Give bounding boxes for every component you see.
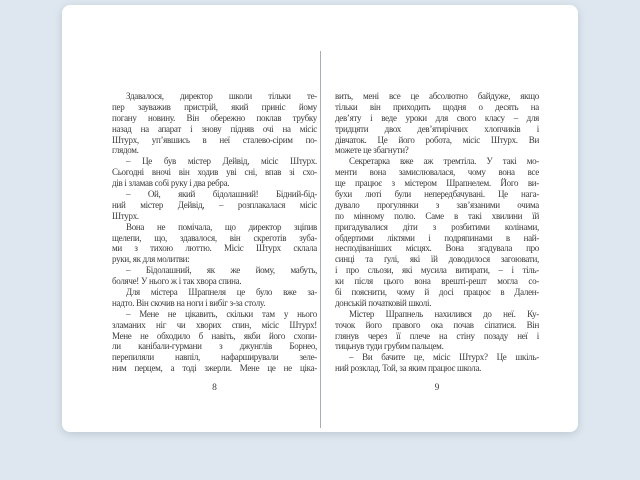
text-line: можете це збагнути?: [335, 145, 409, 156]
text-line: щелепи, що, здавалося, він скреготів зуба-: [112, 232, 317, 243]
text-line: боляче! У нього ж і так хвора спина.: [112, 276, 242, 287]
text-line: Вона не помічала, що директор зціпив: [126, 221, 317, 232]
text-line: ки після цього вона врешті-решт могла со-: [335, 276, 539, 287]
text-line: дев’яту і веде уроки для свого класу – для: [335, 112, 539, 123]
text-line: перепиляли навпіл, нафарширували зеле-: [112, 352, 317, 363]
text-line: Штурх, уп’явшись в неї сталево-сірим по-: [112, 134, 317, 145]
text-line: бі пояснити, чому й досі працює в Дален-: [335, 287, 539, 298]
text-line: менти вона замислювалася, чому вона все: [335, 167, 539, 178]
text-line: обдертими ліктями і подряпинами в най-: [335, 232, 539, 243]
left-page-text: [112, 91, 317, 374]
text-line: синці та ґулі, які їй доводилося загоювати,: [335, 254, 539, 265]
text-line: погану новину. Він обережно поклав трубку: [112, 112, 317, 123]
text-line: – Це був містер Дейвід, місіс Штурх.: [126, 156, 317, 167]
text-line: точок його правого ока почав сіпатися. Він: [335, 319, 539, 330]
text-line: вить, мені все це абсолютно байдуже, якщо: [335, 91, 539, 101]
text-line: Мене не обходило б навіть, якби його схопи-: [112, 330, 317, 341]
text-line: несподіваніших місцях. Вона згадувала про: [335, 243, 539, 254]
text-line: – Мене не цікавить, скільки там у нього: [126, 308, 317, 319]
text-line: пригадувалися діти з розбитими колінами,: [335, 221, 539, 232]
text-line: ли канібали-гурмани з джунглів Борнео,: [112, 341, 317, 352]
text-line: пер зауважив пристрій, який приніс йому: [112, 101, 317, 112]
text-line: Містер Шрапнель нахилився до неї. Ку-: [349, 308, 539, 319]
text-line: – Ви бачите це, місіс Штурх? Це шкіль-: [349, 352, 539, 363]
text-line: – Бідолашний, як же йому, мабуть,: [126, 265, 317, 276]
right-page-number: 9: [434, 383, 440, 393]
text-line: глянув через її плече на стіну позаду неї і: [335, 330, 539, 341]
text-line: Для містера Шрапнеля це було вже за-: [126, 287, 317, 298]
text-line: Секретарка вже аж тремтіла. У такі мо-: [349, 156, 539, 167]
right-page-text: [335, 91, 539, 374]
book-spread: [62, 5, 578, 432]
text-line: надто. Він скочив на ноги і вибіг з-за столу.: [112, 297, 266, 308]
text-line: – Ой, який бідолашний! Бідний-бід-: [126, 189, 317, 200]
text-line: зламаних ніг чи хворих спин, місіс Штурх!: [112, 319, 317, 330]
text-line: по мінному полю. Саме в такі хвилини їй: [335, 210, 539, 221]
text-line: ще працює з містером Шрапнелем. Його ви-: [335, 178, 539, 189]
text-line: і про сльози, які мусила витирати, – і тіль-: [335, 265, 539, 276]
text-line: руки, як для молитви:: [112, 254, 190, 265]
text-line: тицьнув туди грубим пальцем.: [335, 341, 444, 352]
left-page-number: 8: [212, 383, 217, 393]
text-line: глядом.: [112, 145, 139, 156]
text-line: тридцяти двох дев’ятирічних хлопчиків і: [335, 123, 539, 134]
text-line: бухи люті були непередбачувані. Це нага-: [335, 189, 539, 200]
text-line: тільки він приходить щодня о десять на: [335, 101, 539, 112]
text-line: ми з тихою люттю. Місіс Штурх склала: [112, 243, 317, 254]
page-fold-divider: [320, 51, 321, 428]
text-line: дувало прогулянки з зав’язаними очима: [335, 199, 539, 210]
text-line: ним перцем, а тоді зжерли. Мене це не ціка-: [112, 363, 317, 374]
text-line: дівчаток. Це його робота, місіс Штурх. Ви: [335, 134, 539, 145]
text-line: дів і зламав собі руку і два ребра.: [112, 178, 230, 189]
text-line: ний містер Дейвід, – розплакалася місіс: [112, 199, 317, 210]
text-line: назад на апарат і знову підняв очі на місіс: [112, 123, 317, 134]
text-line: Здавалося, директор школи тільки те-: [126, 91, 317, 101]
text-line: донській початковій школі.: [335, 297, 432, 308]
text-line: Штурх.: [112, 210, 139, 221]
text-line: Сьогодні вночі він ходив уві сні, впав зі схо-: [112, 167, 317, 178]
text-line: ний розклад. Той, за яким працює школа.: [335, 363, 482, 374]
